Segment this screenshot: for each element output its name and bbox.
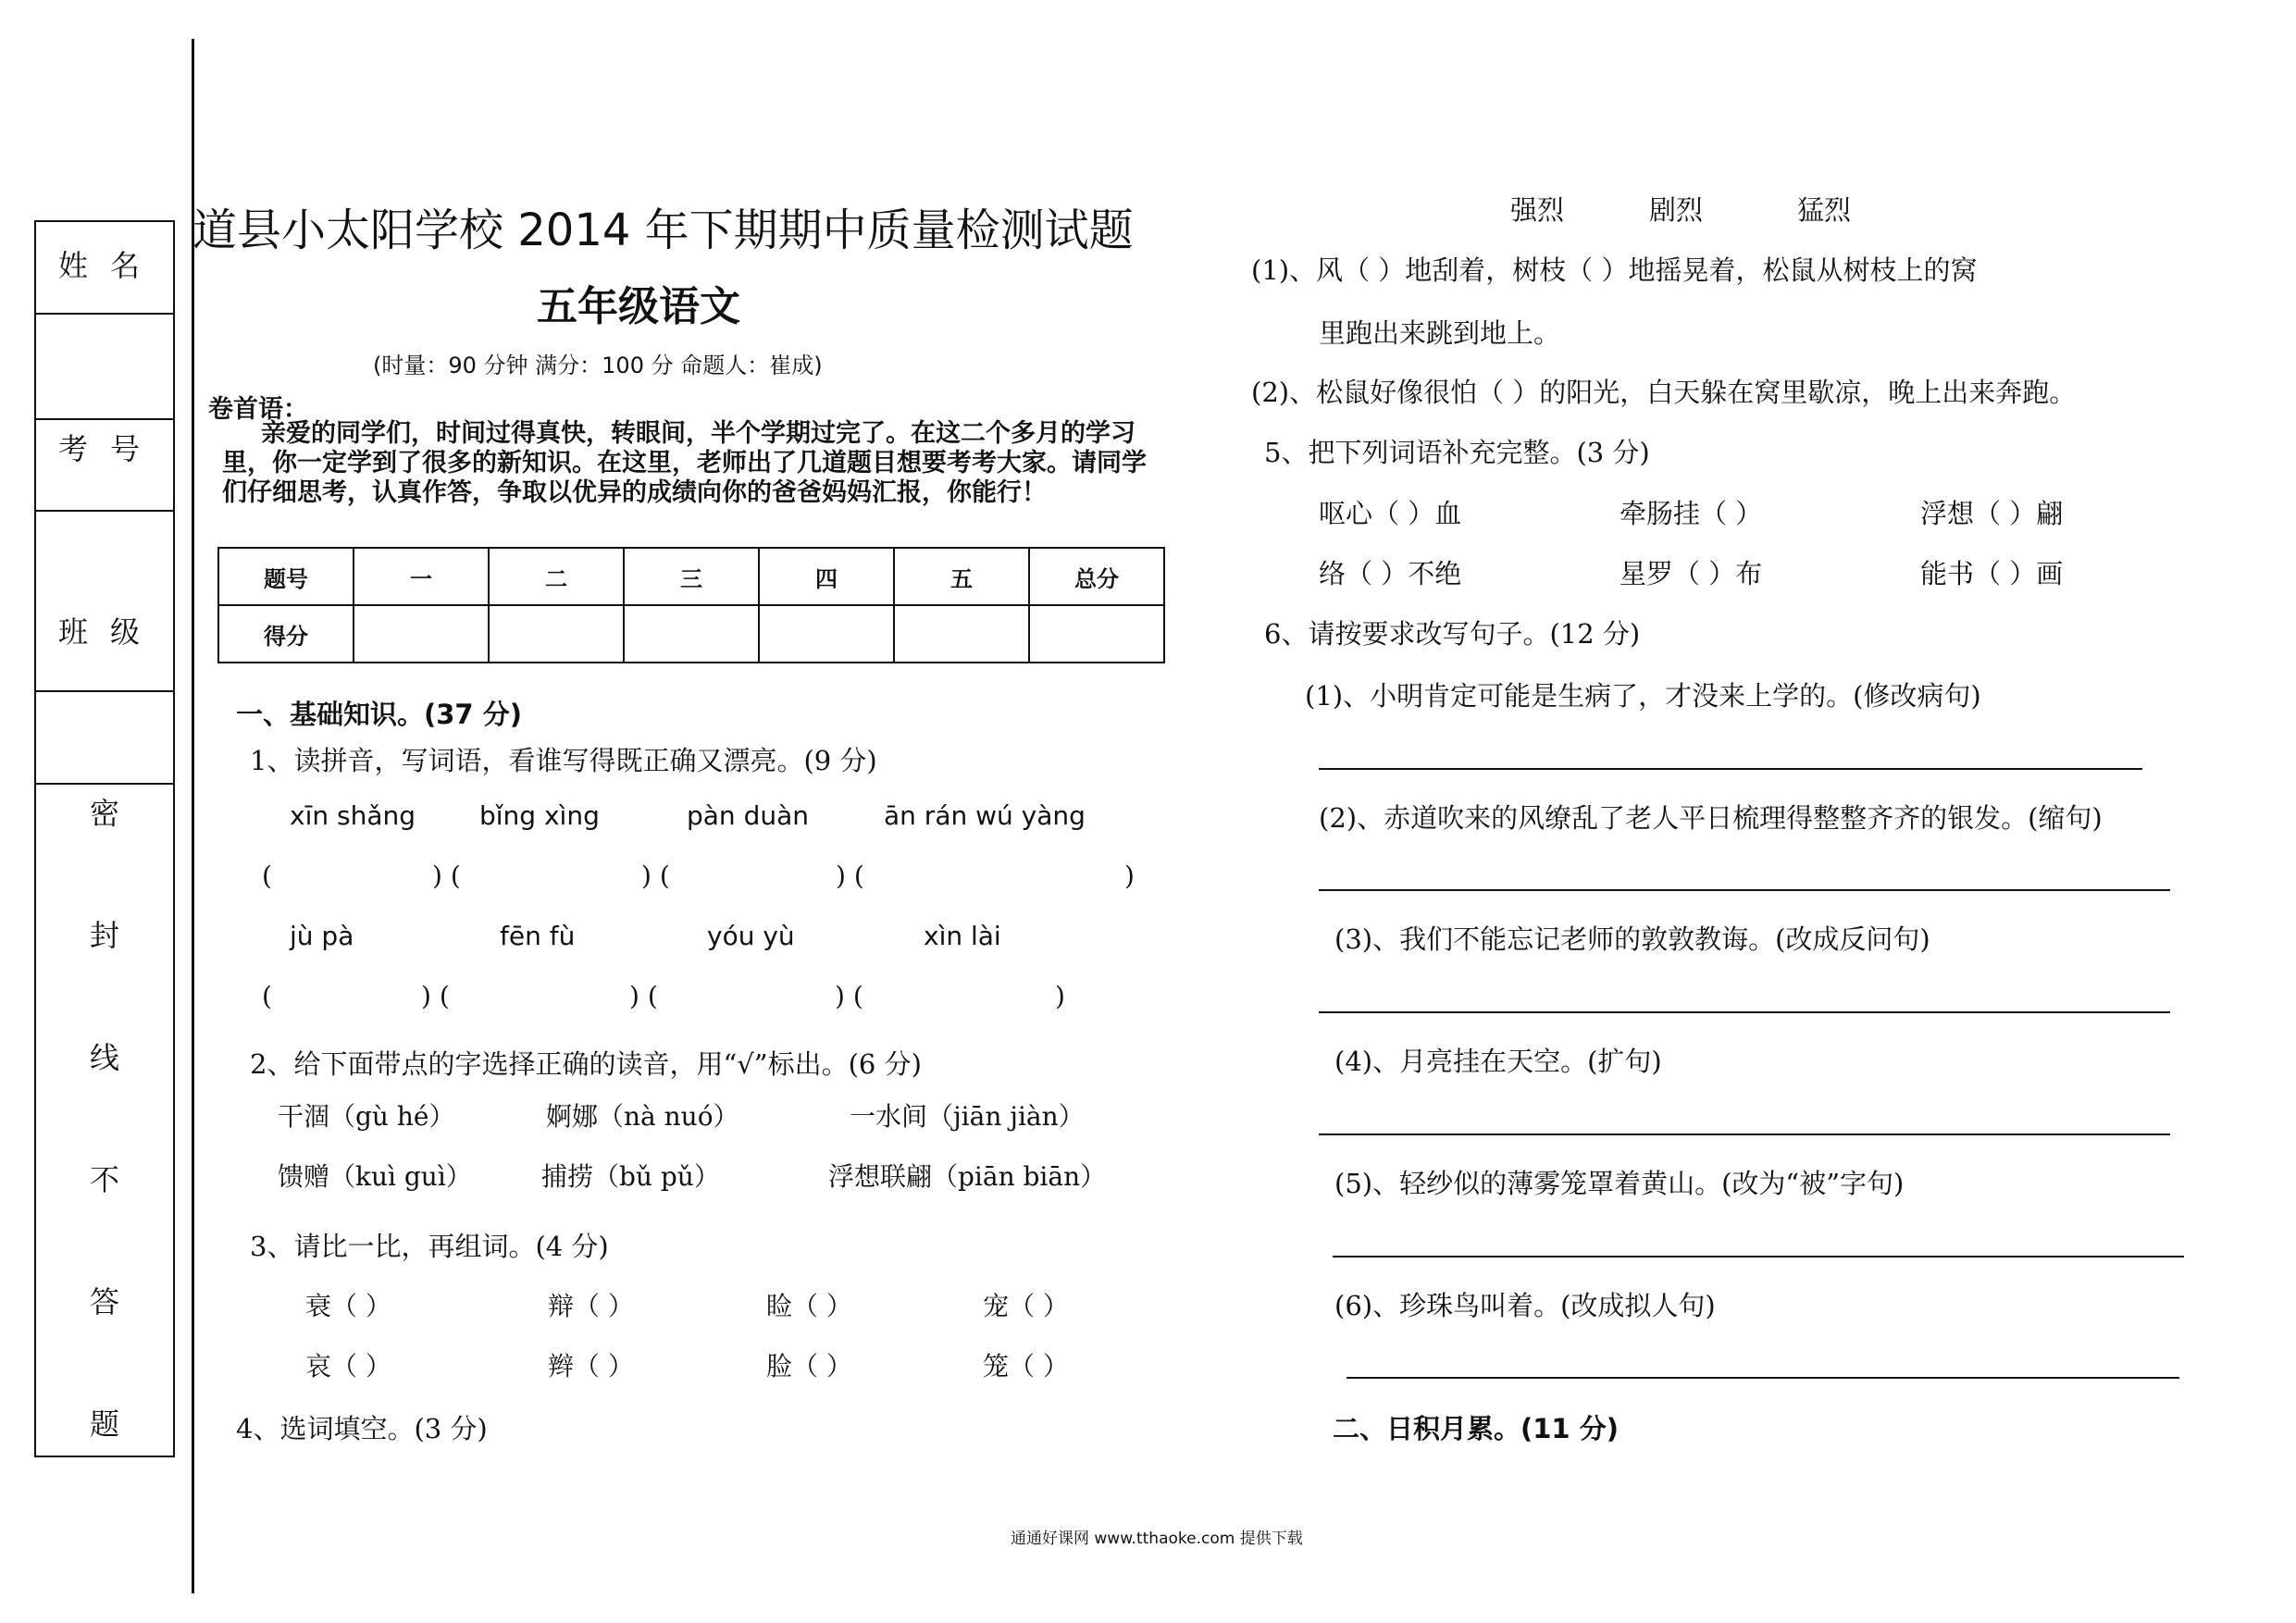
table-cell: 四 <box>759 548 894 605</box>
score-input-cell[interactable] <box>624 605 759 663</box>
section1-heading: 一、基础知识。(37 分) <box>236 699 522 730</box>
q4-sentence1-cont: 里跑出来跳到地上。 <box>1319 317 1561 349</box>
name-label: 姓名 <box>57 248 162 283</box>
seal-char: 不 <box>89 1162 119 1197</box>
idiom-blank[interactable]: 浮想（ ）翩 <box>1920 498 2064 529</box>
pronunciation-choice[interactable]: 馈赠（kuì guì） <box>278 1161 472 1192</box>
table-cell: 二 <box>489 548 624 605</box>
q3-prompt: 3、请比一比，再组词。(4 分) <box>250 1231 609 1262</box>
word-blank[interactable]: 笼（ ） <box>983 1351 1069 1381</box>
intro-heading: 卷首语： <box>208 395 308 424</box>
idiom-blank[interactable]: 能书（ ）画 <box>1920 558 2064 589</box>
q6-item: (1)、小明肯定可能是生病了，才没来上学的。(修改病句) <box>1305 680 1981 712</box>
pronunciation-choice[interactable]: 干涸（gù hé） <box>278 1101 455 1132</box>
exam-subtitle: 五年级语文 <box>537 283 740 330</box>
table-cell: 得分 <box>218 605 354 663</box>
q6-item: (2)、赤道吹来的风缭乱了老人平日梳理得整整齐齐的银发。(缩句) <box>1319 802 2103 834</box>
q2-prompt: 2、给下面带点的字选择正确的读音，用“√”标出。(6 分) <box>250 1048 922 1080</box>
divider <box>36 313 173 315</box>
score-input-cell[interactable] <box>354 605 489 663</box>
pinyin: xìn lài <box>924 921 1001 951</box>
class-label: 班级 <box>57 614 162 650</box>
q5-prompt: 5、把下列词语补充完整。(3 分) <box>1264 437 1650 468</box>
pinyin: ān rán wú yàng <box>884 800 1086 831</box>
word-blank[interactable]: 睑（ ） <box>766 1291 852 1321</box>
pronunciation-choice[interactable]: 浮想联翩（piān biān） <box>828 1161 1107 1192</box>
answer-blank[interactable]: ) ( <box>836 861 864 891</box>
binding-line <box>192 39 194 1593</box>
word-option: 猛烈 <box>1797 194 1852 226</box>
answer-line[interactable] <box>1319 889 2170 891</box>
word-blank[interactable]: 宠（ ） <box>983 1291 1069 1321</box>
q6-item: (3)、我们不能忘记老师的敦敦教诲。(改成反问句) <box>1334 923 1930 955</box>
score-input-cell[interactable] <box>1029 605 1164 663</box>
pinyin: xīn shǎng <box>290 800 416 831</box>
pinyin: fēn fù <box>500 921 576 951</box>
table-cell: 三 <box>624 548 759 605</box>
word-option: 强烈 <box>1510 194 1565 226</box>
exam-info: (时量：90 分钟 满分：100 分 命题人：崔成) <box>373 353 823 378</box>
answer-blank[interactable]: ) ( <box>641 861 670 891</box>
score-table-score-row <box>218 605 1164 663</box>
divider <box>36 783 173 785</box>
q6-item: (6)、珍珠鸟叫着。(改成拟人句) <box>1334 1290 1716 1321</box>
score-table <box>217 547 1165 663</box>
q6-item: (4)、月亮挂在天空。(扩句) <box>1334 1046 1662 1077</box>
pinyin: pàn duàn <box>687 800 810 831</box>
pinyin: jù pà <box>290 921 354 951</box>
answer-line[interactable] <box>1319 1134 2170 1135</box>
seal-char: 密 <box>89 796 119 831</box>
student-info-box <box>34 220 175 1457</box>
divider <box>36 418 173 420</box>
q4-sentence1[interactable]: (1)、风（ ）地刮着，树枝（ ）地摇晃着，松鼠从树枝上的窝 <box>1251 254 1978 286</box>
pinyin: bǐng xìng <box>479 800 600 831</box>
seal-char: 封 <box>89 918 119 953</box>
q6-item: (5)、轻纱似的薄雾笼罩着黄山。(改为“被”字句) <box>1334 1168 1905 1199</box>
score-table-header-row <box>218 548 1164 605</box>
answer-blank[interactable]: ) ( <box>432 861 461 891</box>
table-cell: 一 <box>354 548 489 605</box>
answer-blank[interactable]: ) ( <box>835 981 863 1011</box>
idiom-blank[interactable]: 呕心（ ）血 <box>1319 498 1462 529</box>
answer-blank[interactable]: ( <box>262 861 272 891</box>
idiom-blank[interactable]: 络（ ）不绝 <box>1319 558 1462 589</box>
answer-blank[interactable]: ) ( <box>629 981 658 1011</box>
footer-credit: 通通好课网 www.tthaoke.com 提供下载 <box>1011 1530 1303 1548</box>
exam-number-label: 考号 <box>57 431 162 466</box>
q6-prompt: 6、请按要求改写句子。(12 分) <box>1264 618 1641 650</box>
seal-char: 线 <box>89 1040 119 1075</box>
seal-char: 题 <box>89 1406 119 1442</box>
word-blank[interactable]: 辫（ ） <box>548 1351 634 1381</box>
section2-heading: 二、日积月累。(11 分) <box>1333 1413 1619 1444</box>
table-cell: 总分 <box>1029 548 1164 605</box>
idiom-blank[interactable]: 星罗（ ）布 <box>1620 558 1763 589</box>
word-blank[interactable]: 辩（ ） <box>548 1291 634 1321</box>
answer-blank[interactable]: ( <box>262 981 272 1011</box>
answer-line[interactable] <box>1347 1377 2179 1379</box>
q4-prompt: 4、选词填空。(3 分) <box>236 1413 488 1444</box>
score-input-cell[interactable] <box>894 605 1029 663</box>
table-cell: 题号 <box>218 548 354 605</box>
exam-title: 道县小太阳学校 2014 年下期期中质量检测试题 <box>192 204 1134 256</box>
word-blank[interactable]: 哀（ ） <box>305 1351 391 1381</box>
word-blank[interactable]: 衰（ ） <box>305 1291 391 1321</box>
intro-text: 亲爱的同学们，时间过得真快，转眼间，半个学期过完了。在这二个多月的学习里，你一定学到了很多的新知识。在这里，老师出了几道题目想要考考大家。请同学们仔细思考，认真作答，争取以优异的成绩向你的爸爸妈妈汇报，你能行！ <box>222 419 1147 507</box>
pinyin: yóu yù <box>707 921 795 951</box>
q4-sentence2[interactable]: (2)、松鼠好像很怕（ ）的阳光，白天躲在窝里歇凉，晚上出来奔跑。 <box>1251 377 2077 408</box>
score-input-cell[interactable] <box>759 605 894 663</box>
word-option: 剧烈 <box>1649 194 1704 226</box>
answer-blank[interactable]: ) <box>1055 981 1065 1011</box>
idiom-blank[interactable]: 牵肠挂（ ） <box>1620 498 1763 529</box>
answer-blank[interactable]: ) <box>1124 861 1135 891</box>
word-blank[interactable]: 脸（ ） <box>766 1351 852 1381</box>
pronunciation-choice[interactable]: 捕捞（bǔ pǔ） <box>541 1161 720 1192</box>
answer-line[interactable] <box>1319 768 2142 770</box>
table-cell: 五 <box>894 548 1029 605</box>
answer-line[interactable] <box>1333 1256 2184 1258</box>
divider <box>36 510 173 512</box>
q1-prompt: 1、读拼音，写词语，看谁写得既正确又漂亮。(9 分) <box>250 745 877 776</box>
pronunciation-choice[interactable]: 婀娜（nà nuó） <box>546 1101 739 1132</box>
seal-char: 答 <box>89 1284 119 1319</box>
answer-line[interactable] <box>1319 1011 2170 1013</box>
pronunciation-choice[interactable]: 一水间（jiān jiàn） <box>850 1101 1085 1132</box>
divider <box>36 690 173 692</box>
answer-blank[interactable]: ) ( <box>421 981 450 1011</box>
score-input-cell[interactable] <box>489 605 624 663</box>
